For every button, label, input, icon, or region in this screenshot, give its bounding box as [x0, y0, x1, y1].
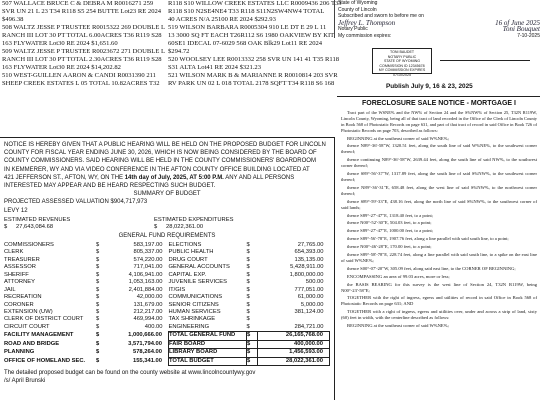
dollar-sign: $ — [96, 294, 100, 301]
levy-label: LEVY — [4, 207, 20, 214]
stamp-line: STATE OF WYOMING — [383, 59, 420, 64]
notary-signature: Toni Bouquet — [502, 25, 540, 33]
budget-row — [4, 302, 330, 309]
dollar-sign: $ — [96, 357, 100, 364]
state-line: State of Wyoming — [338, 0, 378, 6]
budget-total-name: LIBRARY BOARD — [169, 349, 247, 357]
budget-item-name: CORONER — [4, 301, 34, 308]
budget-item-name: FACILITY MANAGEMENT — [4, 332, 74, 339]
budget-row — [4, 279, 330, 286]
foreclosure-paragraph: thence S89°-56'-37"W, 1317.89 feet, along the south line of said S%NW%, to the southwest corner thereof; — [341, 171, 537, 182]
budget-row — [4, 242, 330, 249]
budget-item-name: GENERAL ACCOUNTS — [168, 264, 230, 271]
tax-roll-line: 40 ACRES N/A 25100 RE 2024 $292.93 — [168, 16, 276, 23]
est-expenditures-value: 28,022,361.00 — [166, 224, 204, 231]
budget-item-amount: 2,401,884.00 — [128, 286, 163, 293]
tax-roll-line: 163 FLYWATER Lot30 RE 2024 $14,202.82 — [2, 64, 121, 71]
dollar-sign: $ — [247, 349, 258, 357]
publish-line: Publish July 9, 16 & 23, 2025 — [386, 83, 473, 90]
commission-label: My commission expires: — [338, 32, 392, 39]
budget-item-amount: 777,051.00 — [294, 286, 324, 293]
foreclosure-paragraph: BEGINNING at the southeast corner of said W%NE%; — [347, 135, 449, 141]
budget-item-name: ELECTIONS — [168, 241, 202, 248]
budget-item-amount: 5,000.00 — [300, 301, 324, 308]
dollar-sign: $ — [246, 309, 250, 316]
budget-total-name: TOTAL BUDGET — [169, 357, 247, 365]
budget-item-amount: 469,994.00 — [133, 316, 163, 323]
budget-item-amount: 1,800,000.00 — [289, 271, 324, 278]
tax-roll-line: RANCH III LOT 30 PT TOTAL 6.00ACRES T36 R119 S28 — [2, 32, 162, 39]
budget-item-name: CLERK OF DISTRICT COURT — [4, 316, 84, 323]
dollar-sign: $ — [96, 241, 100, 248]
budget-item-amount: 805,337.00 — [133, 249, 163, 256]
budget-item-amount: 284,721.00 — [294, 323, 324, 330]
dollar-sign: $ — [246, 286, 250, 293]
budget-row — [4, 264, 330, 271]
budget-item-name: DRUG COURT — [168, 256, 208, 263]
foreclosure-paragraph: thence S89°-59'-33"E, 438.16 feet, along the north line of said S%NW%, to the southwest corner of said lands; — [341, 198, 537, 210]
dollar-sign: $ — [247, 357, 258, 365]
budget-row — [4, 294, 330, 301]
foreclosure-notice — [337, 96, 540, 400]
budget-item-name: HUMAN SERVICES — [168, 309, 221, 316]
foreclosure-paragraph: thence S89°-56'-78"E, 1907.76 feet, along a line parallel with said south line, to a point; — [347, 236, 509, 242]
dollar-sign: $ — [246, 279, 250, 286]
tax-roll-line: RANCH III LOT 30 PT TOTAL 2.30ACRES T36 R119 S28 — [2, 56, 162, 63]
budget-row — [4, 340, 330, 348]
foreclosure-paragraph: the BASIS BEARING for this survey is the west line of Section 24, T32N R119W, being N00°-23'-58"E; — [341, 281, 537, 293]
intro-line: COUNTY COMMISSIONERS. SAID HEARING WILL BE HELD IN THE COUNTY COMMISSIONERS' BOARDROOM — [4, 158, 316, 165]
budget-item-amount: 1,000,666.00 — [128, 332, 162, 339]
foreclosure-paragraph: Tract part of the WSNE% and the NW% of Section 24 and the S%NW% of Section 25, T32N R119W, Lincoln County, Wyoming, being all of that tract of land recorded in the Office of the Clerk of Lincoln County in Book 568 of Photostatic Records on page 631, and part of that tract of record in said Office in Book 726 of Photostatic Records on page 703, described as follows: — [341, 109, 537, 133]
general-fund-title: GENERAL FUND REQUIREMENTS — [118, 232, 216, 239]
budget-item-name: SENIOR CITIZENS — [168, 301, 219, 308]
budget-item-name: PLANNING — [4, 349, 35, 356]
budget-item-name: TREASURER — [4, 256, 40, 263]
budget-row — [4, 316, 330, 323]
budget-item-amount — [258, 316, 330, 323]
tax-roll-line: 163 FLYWATER Lot30 RE 2024 $1,651.60 — [2, 40, 118, 47]
intro-line: COUNTY FOR FISCAL YEAR ENDING JUNE 30, 2026, WHICH IS NOW BEING CONSIDERED BY THE BOARD OF — [4, 150, 317, 157]
foreclosure-paragraph: ENCOMPASSING an area of 99.03 acres, more or less; — [347, 273, 450, 279]
tax-roll-line: RV PARK UN 02 L 018 TOTAL 2178 SQFT T34 R118 S6 168 — [168, 80, 335, 87]
dollar-sign: $ — [246, 256, 250, 263]
affiant-signature: Jeffrey L. Thompson — [338, 18, 396, 27]
foreclosure-paragraph: thence N89°-36'-58"W, 1320.51 feet, along the south line of said W%NE%, to the southwest corner thereof; — [341, 143, 537, 155]
intro-line: IN KEMMERER, WY AND VIA VIDEO CONFERENCE IN THE AFTON COUNTY OFFICE BUILDING LOCATED AT — [4, 166, 310, 173]
foreclosure-paragraph: BEGINNING at the southeast corner of said W%NE%; — [347, 323, 449, 329]
budget-item-amount: 583,197.00 — [133, 241, 163, 248]
budget-item-name: ASSESSOR — [4, 264, 36, 271]
budget-item-name: CIRCUIT COURT — [4, 324, 50, 331]
tax-roll-line: 507 WALLACE BRUCE C & DEBRA M R0016271 259 — [2, 0, 154, 7]
budget-item-amount: 717,041.00 — [133, 264, 163, 271]
budget-item-name: ATTORNEY — [4, 279, 36, 286]
budget-item-amount: 5,428,911.00 — [290, 264, 324, 271]
budget-item-name: COMMUNICATIONS — [168, 294, 223, 301]
tax-roll-line: 520 WOOLSEY LEE R0013332 258 SVR UN 141 41 T35 R118 — [168, 56, 340, 63]
budget-item-name: JAIL — [4, 286, 16, 293]
dollar-sign: $ — [247, 340, 258, 348]
budget-item-name: OFFICE OF HOMELAND SEC. — [4, 357, 86, 364]
valuation-value: $904,717,973 — [110, 199, 148, 206]
dollar-sign: $ — [96, 279, 100, 286]
tax-roll-line: 508 WALTZ JESSE P TRUSTEE R0015322 269 DOUBLE L — [2, 24, 166, 31]
subscribed-label: Subscribed and sworn to before me on — [338, 13, 424, 19]
stamp-line: MY COMMISSION EXPIRES 07/10/2025 — [378, 68, 426, 77]
intro-line: NOTICE IS HEREBY GIVEN THAT A PUBLIC HEARING WILL BE HELD ON THE PROPOSED BUDGET FOR LINCOLN — [4, 142, 326, 148]
dollar-sign: $ — [96, 301, 100, 308]
dollar-sign: $ — [246, 316, 250, 323]
budget-item-name: CLERK — [4, 249, 24, 256]
notary-block — [334, 0, 540, 38]
tax-roll-line: SHEEP CREEK ESTATES L 05 TOTAL 10.82ACRES T32 — [2, 80, 160, 87]
foreclosure-paragraph: thence N89°-36'-31"E, 658.48 feet, along the west line of said S%NW%, to the northwest corner thereof; — [341, 184, 537, 196]
dollar-sign: $ — [96, 332, 100, 339]
dollar-sign: $ — [96, 349, 100, 356]
budget-item-name: CAPITAL EXP. — [168, 271, 207, 278]
tax-roll-line: S31 ALTA Lot41 RE 2024 $321.23 — [168, 64, 262, 71]
dollar-sign: $ — [246, 301, 250, 308]
budget-item-amount: 381,124.00 — [294, 309, 324, 316]
budget-total-amount: 28,022,361.00 — [258, 357, 330, 365]
summary-title: SUMMARY OF BUDGET — [133, 191, 201, 198]
budget-item-amount: 654,393.00 — [294, 249, 324, 256]
foreclosure-paragraph: thence S89°-27'-47"E, 1000.00 feet, to a point; — [347, 228, 434, 234]
dollar-sign: $ — [96, 324, 100, 331]
intro-last-line: INTERESTED MAY APPEAR AND BE HEARD RESPECTING SUCH BUDGET. — [4, 183, 216, 190]
foreclosure-paragraph: thence N00°-52'-30"E, 504.03 feet, to a point; — [347, 220, 432, 226]
budget-item-amount: 574,220.00 — [133, 256, 163, 263]
budget-item-name: PUBLIC HEALTH — [168, 249, 214, 256]
budget-item-amount: 155,341.00 — [132, 357, 162, 364]
dollar-sign: $ — [96, 271, 100, 278]
budget-hearing-notice — [0, 137, 335, 400]
tax-roll-line: $496.38 — [2, 16, 24, 23]
dollar-sign: $ — [246, 323, 250, 330]
stamp-line: NOTARY PUBLIC — [387, 54, 417, 59]
tax-roll-line: 519 WILSON BARBARA R0005304 910 LE DT E 29 L 11 — [168, 24, 327, 31]
levy-value: 12 — [20, 207, 28, 214]
budget-item-amount: 1,053,163.00 — [128, 279, 163, 286]
budget-item-name: SHERIFF — [4, 271, 29, 278]
budget-item-amount: 27,765.00 — [297, 241, 324, 248]
budget-row — [4, 332, 330, 340]
foreclosure-paragraph: thence continuing N89°-36'-58"W, 2639.44 feet, along the south line of said NW%, to the southwest corner thereof; — [341, 157, 537, 169]
notary-label: Notary Public — [338, 26, 368, 32]
budget-total-amount: 1,456,593.00 — [258, 349, 330, 357]
budget-total-amount: 400,000.00 — [258, 340, 330, 348]
budget-row — [4, 309, 330, 316]
notice-footer-line: The detailed proposed budget can be found on the county website at www.lincolncountywy.gov — [4, 370, 256, 377]
tax-roll-line: 60SE1 IDECAL 07-6029 568 OAK Blk29 Lot11 RE 2024 — [168, 40, 323, 47]
commission-date: 7-10-2025 — [517, 32, 540, 39]
dollar-sign: $ — [246, 264, 250, 271]
budget-row — [4, 357, 330, 365]
budget-item-amount: 212,217.00 — [133, 309, 163, 316]
dollar-sign: $ — [246, 249, 250, 256]
dollar-sign: $ — [96, 264, 100, 271]
notice-intro — [4, 141, 330, 174]
budget-item-amount: 131,679.00 — [133, 301, 163, 308]
dollar-sign: $ — [96, 256, 100, 263]
estimates-table: ESTIMATED REVENUES ESTIMATED EXPENDITURES $ 27,643,084.68 $ 28,022,361.00 — [4, 217, 330, 232]
dollar-sign: $ — [96, 249, 100, 256]
tax-roll-line: R118 S10 WILLOW CREEK ESTATES LLC R0009436 206 T33 — [168, 0, 342, 7]
county-line: County of Lincoln — [338, 6, 377, 13]
foreclosure-paragraph: TOGETHER with a right of ingress, egress and utilities over, under and across a strip of land, sixty (60) feet in width, with the centerline described as follows: — [341, 309, 537, 321]
stamp-line: COMMISSION ID 12345678 — [379, 63, 425, 68]
tax-roll-line: SVR UN 21 L 23 T34 R118 S5 254 BUTTE Lot23 RE 2024 — [2, 8, 162, 15]
intro-line-5: 421 JEFFERSON ST., AFTON, WY, ON THE — [4, 174, 124, 181]
dollar-sign: $ — [246, 241, 250, 248]
general-fund-table — [4, 242, 330, 366]
tax-roll-line: 509 WALTZ JESSE P TRUSTEE R0023672 271 DOUBLE L — [2, 48, 166, 55]
stamp-line: TONI BAUDET — [389, 50, 415, 54]
est-expenditures-label: ESTIMATED EXPENDITURES — [154, 216, 234, 223]
budget-item-amount: 4,106,941.00 — [128, 271, 163, 278]
budget-row — [4, 287, 330, 294]
budget-item-name: EXTENSION (UW) — [4, 309, 53, 316]
budget-item-amount: 61,000.00 — [297, 294, 324, 301]
budget-item-amount: 400.00 — [144, 324, 163, 331]
foreclosure-paragraph: thence S89°-27'-47"E, 1318.40 feet, to a point; — [347, 212, 434, 218]
budget-row — [4, 349, 330, 357]
dollar-sign: $ — [96, 340, 100, 347]
est-revenues-value: 27,643,084.68 — [16, 224, 54, 231]
tax-roll-line: 13 3000 SQ FT EACH T26R112 S6 1980 OAKVIEW BY KIT — [168, 32, 335, 39]
budget-item-name: ENGINEERING — [168, 323, 210, 330]
dollar-sign: $ — [96, 286, 100, 293]
budget-item-name: IT/GIS — [168, 286, 186, 293]
budget-row — [4, 324, 330, 332]
tax-roll-listing — [0, 0, 342, 87]
budget-item-name: COMMISSIONERS — [4, 241, 54, 248]
valuation-label: PROJECTED ASSESSED VALUATION — [4, 199, 109, 206]
budget-item-amount: 135,135.00 — [294, 256, 324, 263]
budget-item-amount: 42,000.00 — [136, 294, 163, 301]
budget-item-amount: 578,264.00 — [132, 349, 162, 356]
tax-roll-line: 510 WEST-GUILLEN AARON & CANDI R0031390 211 — [2, 72, 156, 79]
signature-line — [440, 50, 530, 61]
tax-roll-right-column — [168, 0, 342, 88]
foreclosure-paragraph: TOGETHER with the right of ingress, egress and utilities of record in said Office in Book 568 of Photostatic Records on page 631; AND — [341, 295, 537, 307]
budget-item-name: TAX SHRINKAGE — [168, 316, 216, 323]
dollar-sign: $ — [96, 309, 100, 316]
tax-roll-line: $294.72 — [168, 48, 190, 55]
tax-roll-line: 521 WILSON MARK B & MARIANNE R R0010814 203 SVR — [168, 72, 338, 79]
foreclosure-paragraph: thence N00°-46'-28"E, 170.00 feet, to a point; — [347, 244, 432, 250]
budget-row — [4, 257, 330, 264]
dollar-sign: $ — [246, 294, 250, 301]
foreclosure-paragraph: thence S89°-58'-78"E, 228.74 feet, along a line parallel with said south line, to a spike on the east line of said W%NE%; — [341, 252, 537, 263]
budget-total-amount: 26,165,768.00 — [258, 332, 330, 340]
budget-item-amount: 3,571,794.00 — [128, 340, 162, 347]
notice-footer-signature: /s/ April Brunski — [4, 378, 46, 385]
dollar-sign: $ — [246, 271, 250, 278]
notary-seal-stamp — [372, 48, 432, 77]
budget-row — [4, 272, 330, 279]
dollar-sign: $ — [96, 316, 100, 323]
budget-row — [4, 249, 330, 256]
budget-total-name: FAIR BOARD — [169, 340, 247, 348]
intro-tail: ANY AND ALL PERSONS — [225, 174, 295, 181]
budget-item-name: RECREATION — [4, 294, 42, 301]
foreclosure-title: FORECLOSURE SALE NOTICE - MORTGAGE I — [361, 100, 516, 107]
dollar-sign: $ — [247, 332, 258, 340]
budget-item-name: ROAD AND BRIDGE — [4, 340, 60, 347]
budget-item-name: JUVENILE SERVICES — [168, 279, 228, 286]
foreclosure-body — [341, 110, 537, 329]
tax-roll-left-column — [2, 0, 164, 88]
tax-roll-line: R118 S10 N2SE4NE4 T33 R118 S11N2SW4NW4 TOTAL — [168, 8, 325, 15]
signature-lines — [440, 50, 530, 70]
est-revenues-label: ESTIMATED REVENUES — [4, 216, 71, 223]
foreclosure-paragraph: thence S00°-07'-20"W, 305.09 feet, along said east line, to the CORNER OF BEGINNING; — [347, 265, 516, 271]
budget-item-amount: 500.00 — [305, 279, 324, 286]
sworn-date: 16 of June 2025 — [495, 18, 540, 27]
hearing-date: 14th day of July, 2025, AT 5:00 P.M. — [124, 174, 224, 181]
budget-total-name: TOTAL GENERAL FUND — [169, 332, 247, 340]
